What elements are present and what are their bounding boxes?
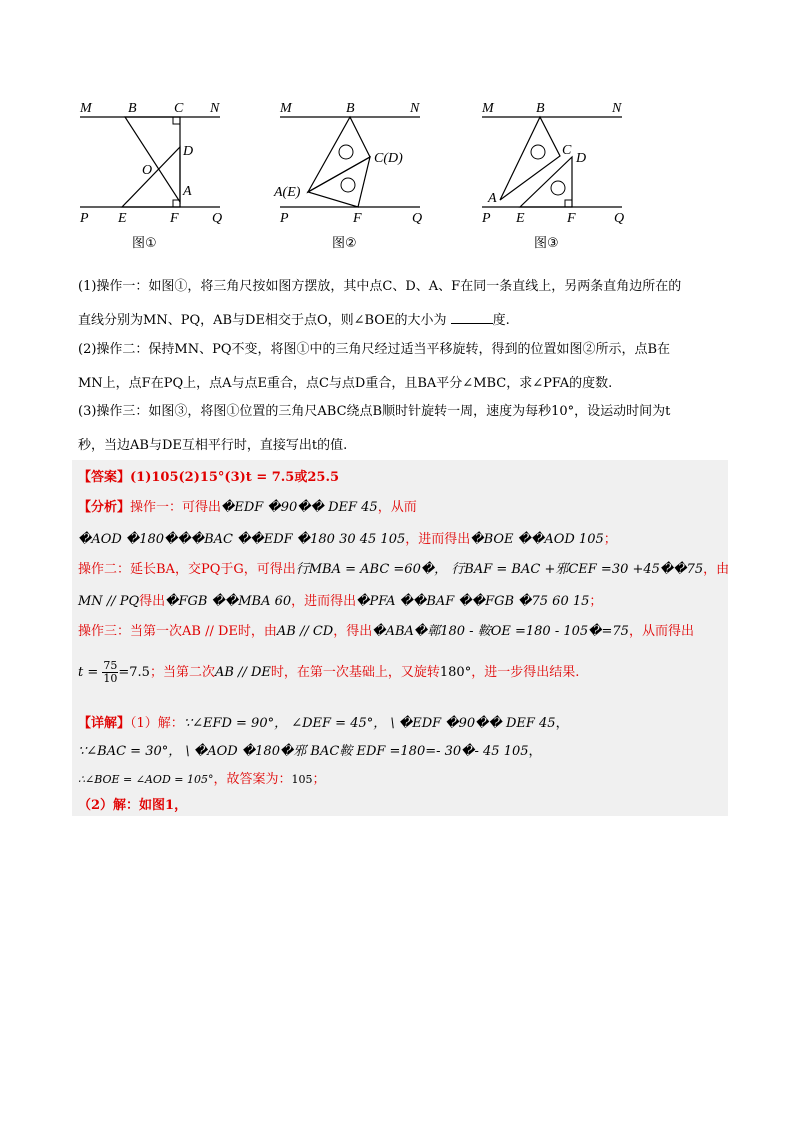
fig1-label: N xyxy=(210,101,220,116)
fig2-label: F xyxy=(353,211,362,226)
fig2-label: C(D) xyxy=(374,151,403,166)
question-2 xyxy=(78,340,728,408)
answer-blank xyxy=(451,323,493,324)
fig1-label: B xyxy=(128,101,137,116)
fig2-label: N xyxy=(410,101,420,116)
analysis-row xyxy=(78,620,694,639)
detail-math: 105 xyxy=(291,773,313,786)
fraction-denominator: 10 xyxy=(103,672,118,685)
fig2-label: A(E) xyxy=(274,185,301,200)
analysis-text: 时，在第一次基础上，又旋转 xyxy=(270,665,440,680)
fig1-label: M xyxy=(80,101,92,116)
analysis-text: ，得出 xyxy=(333,624,373,639)
question-2-line-2: MN上，点F在PQ上，点A与点E重合，点C与点D重合，且BA平分∠MBC，求∠PFA的度数. xyxy=(78,376,613,391)
figure-2 xyxy=(270,92,490,257)
figure-3 xyxy=(472,92,692,257)
fig3-label: Q xyxy=(614,211,625,226)
question-1-text: 度. xyxy=(492,313,510,328)
fig2-label: M xyxy=(280,101,292,116)
fraction-numerator: 75 xyxy=(103,659,118,672)
fig3-label: M xyxy=(482,101,494,116)
analysis-text: 操作三：当第一次AB // DE时，由 xyxy=(78,624,277,639)
analysis-math: =7.5 xyxy=(118,665,150,680)
fig1-label: C xyxy=(174,101,184,116)
detail-math: ∴∠BOE = ∠AOD = 105° xyxy=(78,773,214,786)
fig2-label: Q xyxy=(412,211,423,226)
analysis-math: 180° xyxy=(439,665,472,680)
question-3-line-1: (3)操作三：如图③，将图①位置的三角尺ABC绕点B顺时针旋转一周，速度为每秒10°，设运动时间为t xyxy=(78,404,671,419)
fig3-label: C xyxy=(562,143,572,158)
fig3-label: F xyxy=(567,211,576,226)
analysis-text: 得出 xyxy=(139,594,166,609)
fig1-label: A xyxy=(183,184,192,199)
detail-text: ，故答案为： xyxy=(213,772,292,787)
analysis-row xyxy=(78,496,417,515)
fig2-label: B xyxy=(346,101,355,116)
analysis-math: MN // PQ xyxy=(78,594,140,609)
analysis-text: ； xyxy=(603,532,617,547)
detail-text: （2）解：如图1， xyxy=(78,798,188,813)
question-1 xyxy=(78,277,728,345)
fig1-label: F xyxy=(170,211,179,226)
fig1-label: Q xyxy=(212,211,223,226)
analysis-text: 操作二：延长BA，交PQ于G，可得出 xyxy=(78,562,296,577)
analysis-text: ，从而 xyxy=(377,500,417,515)
analysis-math: t = xyxy=(78,665,99,680)
answer-row xyxy=(78,466,339,485)
analysis-text: 操作一：可得出 xyxy=(130,500,222,515)
question-3-line-2: 秒，当边AB与DE互相平行时，直接写出t的值. xyxy=(78,438,348,453)
detail-text: （1）解： xyxy=(130,716,184,731)
answer-panel xyxy=(72,460,728,816)
analysis-row xyxy=(78,660,579,685)
analysis-math: AB // DE xyxy=(214,665,271,680)
fig2-caption: 图② xyxy=(332,236,357,251)
fig3-label: E xyxy=(516,211,525,226)
detail-row xyxy=(78,794,187,813)
question-1-line-2 xyxy=(78,311,728,331)
fig3-label: P xyxy=(482,211,491,226)
analysis-math: �ABA�鄣180 - 鞍OE =180 - 105�=75 xyxy=(372,624,629,639)
fig2-label: P xyxy=(280,211,289,226)
analysis-text: ，进一步得出结果. xyxy=(471,665,580,680)
analysis-row xyxy=(78,558,729,577)
fig3-label: A xyxy=(488,191,497,206)
analysis-row xyxy=(78,590,602,609)
question-2-line-1: (2)操作二：保持MN、PQ不变，将图①中的三角尺经过适当平移旋转，得到的位置如图②所示，点B在 xyxy=(78,342,671,357)
analysis-row xyxy=(78,528,617,547)
fig1-label: E xyxy=(118,211,127,226)
detail-text: ， xyxy=(528,744,542,759)
fraction xyxy=(102,660,118,685)
detail-row xyxy=(78,712,569,731)
fig1-label: P xyxy=(80,211,89,226)
detail-text: ； xyxy=(312,772,326,787)
analysis-math: �AOD �180���BAC ��EDF �180 30 45 105 xyxy=(78,532,406,547)
fig1-caption: 图① xyxy=(132,236,157,251)
analysis-text: ；当第二次 xyxy=(149,665,215,680)
analysis-text: ，进而得出 xyxy=(291,594,357,609)
detail-text: ， xyxy=(555,716,569,731)
analysis-text: ，从而得出 xyxy=(628,624,694,639)
analysis-math: �FGB ��MBA 60 xyxy=(165,594,292,609)
answer-tag: 【答案】 xyxy=(78,470,131,485)
fig3-caption: 图③ xyxy=(534,236,559,251)
detail-row xyxy=(78,740,542,759)
question-1-text: MN、PQ，AB与DE相交于点O，则∠BOE的大小为 xyxy=(143,313,447,328)
fig3-label: B xyxy=(536,101,545,116)
figures-area xyxy=(70,92,730,257)
analysis-text: ，由 xyxy=(703,562,730,577)
analysis-math: �EDF �90�� DEF 45 xyxy=(221,500,378,515)
detail-math: ∵∠BAC = 30°， \ �AOD �180�邪 BAC鞍 EDF =180=- 30�- 45 105 xyxy=(78,744,529,759)
analysis-text: ，进而得出 xyxy=(405,532,471,547)
detail-math: ∵∠EFD = 90°， ∠DEF = 45°， \ �EDF �90�� DEF 45 xyxy=(183,716,556,731)
answer-text: (1)105(2)15°(3)t = 7.5或25.5 xyxy=(130,470,340,485)
detail-row xyxy=(78,768,326,787)
question-1-line-1: (1)操作一：如图①，将三角尺按如图方摆放，其中点C、D、A、F在同一条直线上，另两条直角边所在的 xyxy=(78,279,682,294)
analysis-math: �PFA ��BAF ��FGB �75 60 15 xyxy=(356,594,590,609)
analysis-text: ； xyxy=(589,594,603,609)
figure-1 xyxy=(70,92,290,257)
analysis-math: AB // CD xyxy=(276,624,334,639)
question-1-text: 直线分别为 xyxy=(78,313,144,328)
fig1-label: D xyxy=(183,144,194,159)
fig3-label: D xyxy=(576,151,587,166)
fig3-label: N xyxy=(612,101,622,116)
detail-tag: 【详解】 xyxy=(78,716,131,731)
analysis-math: 行MBA = ABC =60�， 行BAF = BAC +邪CEF =30 +45��75 xyxy=(295,562,704,577)
fig1-label: O xyxy=(142,163,153,178)
analysis-math: �BOE ��AOD 105 xyxy=(470,532,604,547)
analysis-tag: 【分析】 xyxy=(78,500,131,515)
